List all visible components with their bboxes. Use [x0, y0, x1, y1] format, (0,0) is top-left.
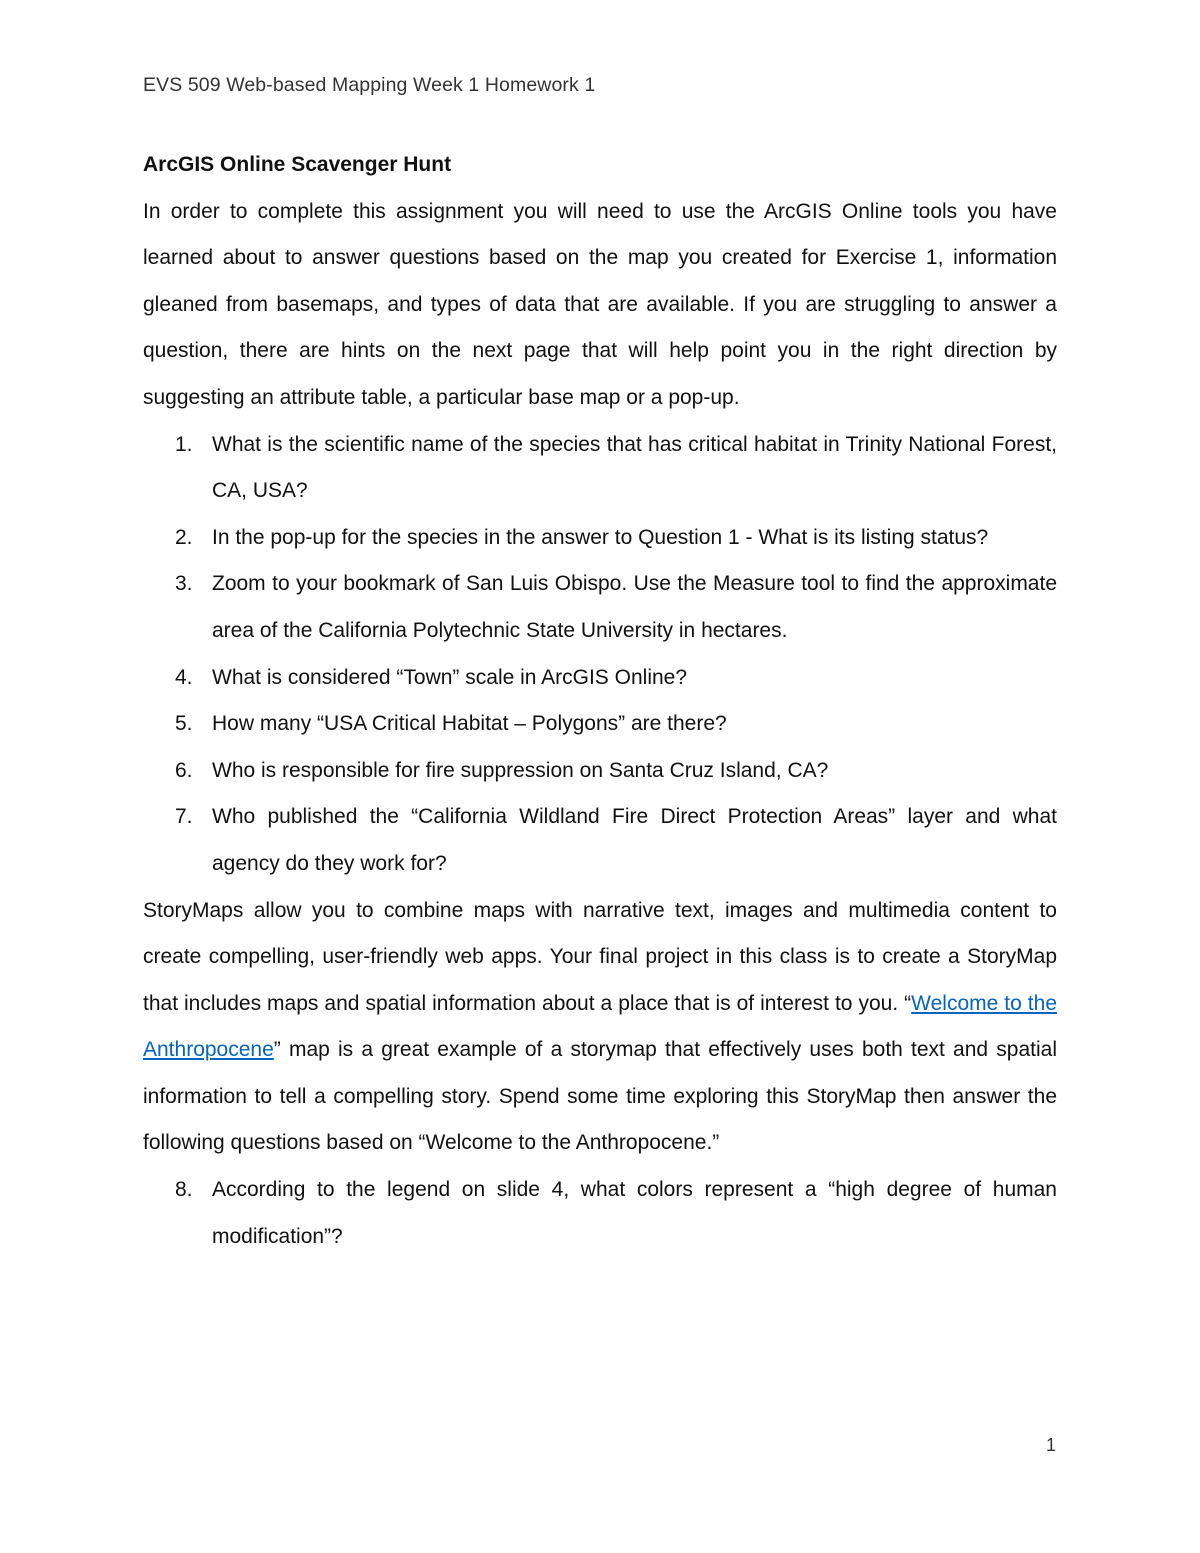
- question-number: 3.: [175, 572, 193, 596]
- question-item: [143, 561, 1057, 654]
- intro-paragraph: In order to complete this assignment you will need to use the ArcGIS Online tools you have learned about to answer questions based on the map you created for Exercise 1, information gleaned from basemaps, and types of data that are available. If you are struggling to answer a question, there are hints on the next page that will help point you in the right direction by suggesting an attribute table, a particular base map or a pop-up.: [143, 199, 1057, 409]
- question-number: 2.: [175, 525, 193, 549]
- question-item: [143, 422, 1057, 515]
- page-number: 1: [1046, 1435, 1057, 1455]
- question-list-part1: [143, 422, 1057, 888]
- question-number: 1.: [175, 432, 193, 456]
- question-item: [143, 515, 1057, 562]
- question-number: 8.: [175, 1178, 193, 1202]
- storymaps-text-after-link: ” map is a great example of a storymap that effectively uses both text and spatial information to tell a compelling story. Spend some time exploring this StoryMap then answer the following questions based on “Welcome to the Anthropocene.”: [143, 1038, 1057, 1155]
- question-text: In the pop-up for the species in the answer to Question 1 - What is its listing status?: [212, 525, 989, 549]
- question-text: How many “USA Critical Habitat – Polygons” are there?: [212, 712, 727, 736]
- question-item: [143, 655, 1057, 702]
- question-number: 6.: [175, 758, 193, 782]
- question-text: What is considered “Town” scale in ArcGIS Online?: [212, 665, 688, 689]
- question-text: According to the legend on slide 4, what colors represent a “high degree of human modification”?: [212, 1178, 1057, 1248]
- page-header: EVS 509 Web-based Mapping Week 1 Homework 1: [143, 74, 596, 96]
- question-item: [143, 748, 1057, 795]
- question-number: 7.: [175, 805, 193, 829]
- question-list-part2: [143, 1167, 1057, 1260]
- question-text: What is the scientific name of the species that has critical habitat in Trinity National Forest, CA, USA?: [212, 432, 1057, 503]
- question-text: Who is responsible for fire suppression on Santa Cruz Island, CA?: [212, 758, 829, 782]
- question-item: [143, 794, 1057, 887]
- question-number: 4.: [175, 665, 193, 689]
- storymaps-text-before-link: StoryMaps allow you to combine maps with narrative text, images and multimedia content to create compelling, user-friendly web apps. Your final project in this class is to create a StoryMap that includes maps and spatial information about a place that is of interest to you. “: [143, 898, 1057, 1015]
- question-text: Who published the “California Wildland Fire Direct Protection Areas” layer and what agency do they work for?: [212, 805, 1057, 875]
- question-text: Zoom to your bookmark of San Luis Obispo. Use the Measure tool to find the approximate area of the California Polytechnic State University in hectares.: [212, 572, 1057, 642]
- document-title: ArcGIS Online Scavenger Hunt: [143, 153, 452, 176]
- anthropocene-link[interactable]: Welcome to the Anthropocene: [143, 991, 1058, 1062]
- document-body: [143, 142, 1057, 1260]
- question-number: 5.: [175, 712, 193, 736]
- question-item: [143, 701, 1057, 748]
- question-item: [143, 1167, 1057, 1260]
- storymaps-paragraph: [143, 888, 1057, 1168]
